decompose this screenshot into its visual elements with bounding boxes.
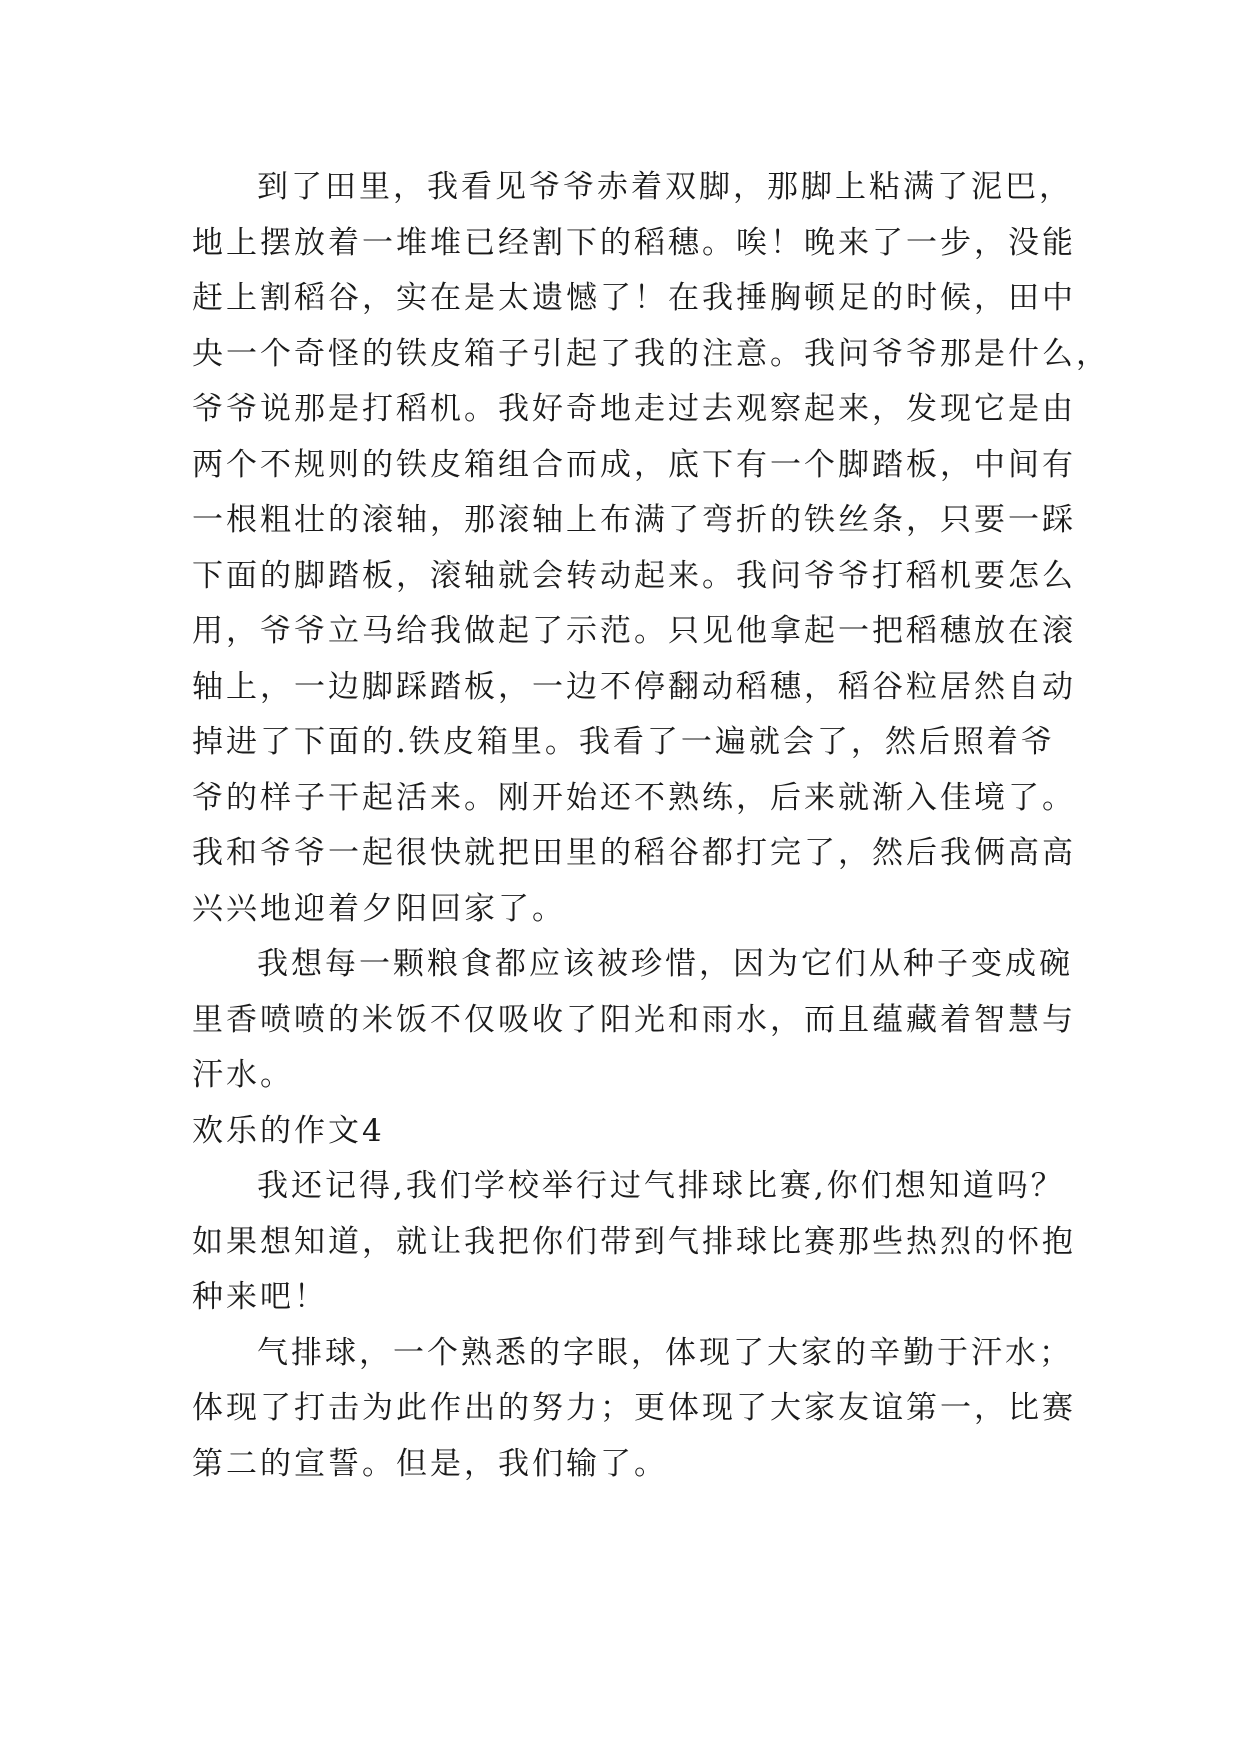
text-line: 两个不规则的铁皮箱组合而成，底下有一个脚踏板，中间有 bbox=[192, 446, 1076, 483]
text-line: 我想每一颗粮食都应该被珍惜，因为它们从种子变成碗 bbox=[257, 946, 1073, 982]
text-line: 爷爷说那是打稻机。我好奇地走过去观察起来，发现它是由 bbox=[192, 391, 1076, 427]
text-line: 兴兴地迎着夕阳回家了。 bbox=[192, 890, 566, 927]
text-line: 轴上，一边脚踩踏板，一边不停翻动稻穗，稻谷粒居然自动 bbox=[192, 668, 1076, 705]
paragraph-volleyball-intro bbox=[192, 1159, 1076, 1326]
text-line: 种来吧！ bbox=[192, 1279, 328, 1315]
text-line: 赶上割稻谷，实在是太遗憾了！在我捶胸顿足的时候，田中 bbox=[192, 280, 1076, 316]
text-line: 一根粗壮的滚轴，那滚轴上布满了弯折的铁丝条，只要一踩 bbox=[192, 502, 1076, 538]
document-body bbox=[192, 160, 1110, 1492]
text-line: 气排球，一个熟悉的字眼，体现了大家的辛勤于汗水； bbox=[257, 1334, 1073, 1371]
text-line: 第二的宣誓。但是，我们输了。 bbox=[192, 1445, 668, 1482]
text-line: 央一个奇怪的铁皮箱子引起了我的注意。我问爷爷那是什么， bbox=[192, 335, 1110, 372]
text-line: 我还记得,我们学校举行过气排球比赛,你们想知道吗？ bbox=[257, 1168, 1065, 1204]
paragraph-rice-threshing bbox=[192, 160, 1110, 937]
text-line: 如果想知道，就让我把你们带到气排球比赛那些热烈的怀抱 bbox=[192, 1223, 1076, 1260]
text-line: 体现了打击为此作出的努力；更体现了大家友谊第一，比赛 bbox=[192, 1390, 1076, 1426]
text-line: 地上摆放着一堆堆已经割下的稻穗。唉！晚来了一步，没能 bbox=[192, 224, 1076, 261]
text-line: 里香喷喷的米饭不仅吸收了阳光和雨水，而且蕴藏着智慧与 bbox=[192, 1001, 1076, 1038]
essay-heading: 欢乐的作文4 bbox=[192, 1112, 385, 1149]
paragraph-cherish-grain bbox=[192, 937, 1076, 1104]
text-line: 汗水。 bbox=[192, 1057, 294, 1093]
text-line: 爷的样子干起活来。刚开始还不熟练，后来就渐入佳境了。 bbox=[192, 779, 1076, 816]
text-line: 到了田里，我看见爷爷赤着双脚，那脚上粘满了泥巴， bbox=[257, 169, 1073, 205]
text-line: 掉进了下面的.铁皮箱里。我看了一遍就会了，然后照着爷 bbox=[192, 724, 1055, 760]
paragraph-volleyball-result bbox=[192, 1326, 1076, 1493]
text-line: 下面的脚踏板，滚轴就会转动起来。我问爷爷打稻机要怎么 bbox=[192, 557, 1076, 594]
text-line: 用，爷爷立马给我做起了示范。只见他拿起一把稻穗放在滚 bbox=[192, 613, 1076, 649]
text-line: 我和爷爷一起很快就把田里的稻谷都打完了，然后我俩高高 bbox=[192, 835, 1076, 871]
